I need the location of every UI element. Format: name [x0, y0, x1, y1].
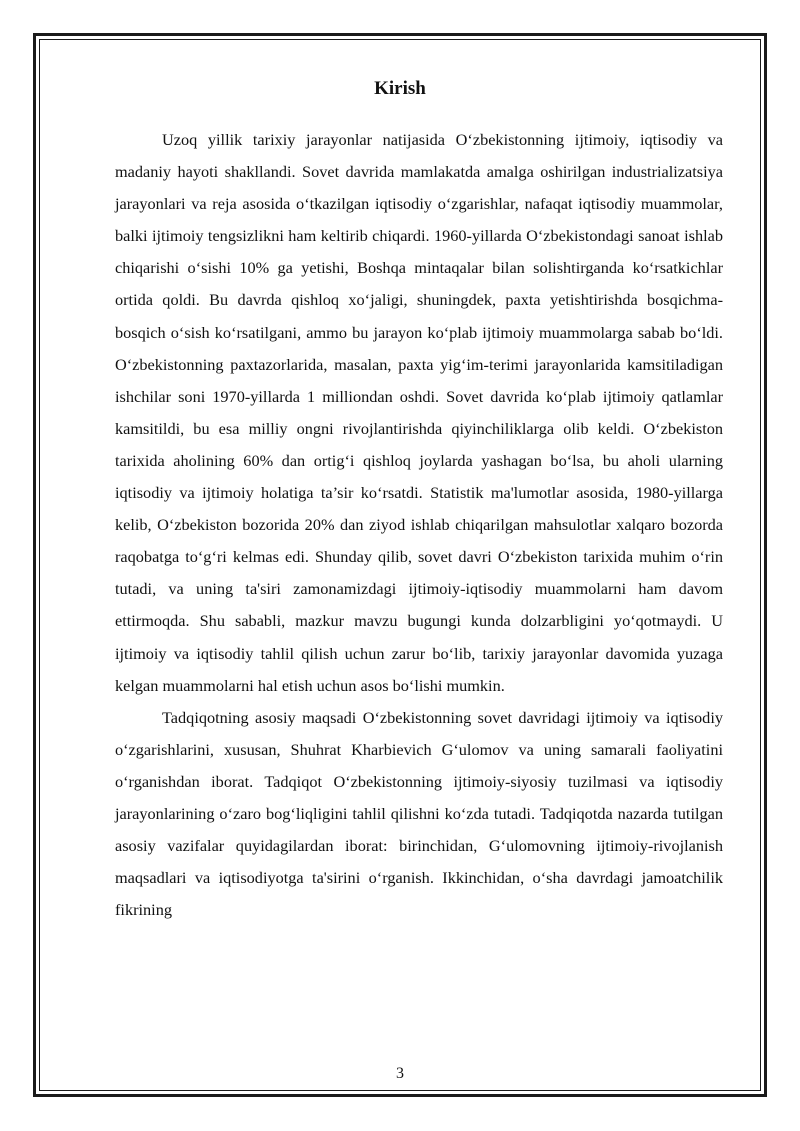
page-number: 3 [396, 1065, 404, 1082]
paragraph-1: Uzoq yillik tarixiy jarayonlar natijasida O‘zbekistonning ijtimoiy, iqtisodiy va madaniy hayoti shakllandi. Sovet davrida mamlakatda amalga oshirilgan industrializatsiya jarayonlari va reja asosida o‘tkazilgan iqtisodiy o‘zgarishlar, nafaqat iqtisodiy muammolar, balki ijtimoiy tengsizlikni ham keltirib chiqardi. 1960-yillarda O‘zbekistondagi sanoat ishlab chiqarishi o‘sishi 10% ga yetishi, Boshqa mintaqalar bilan solishtirganda ko‘rsatkichlar ortida qoldi. Bu davrda qishloq xo‘jaligi, shuningdek, paxta yetishtirishda bosqichma-bosqich o‘sish ko‘rsatilgani, ammo bu jarayon ko‘plab ijtimoiy muammolarga sabab bo‘ldi. O‘zbekistonning paxtazorlarida, masalan, paxta yig‘im-terimi jarayonlarida kamsitiladigan ishchilar soni 1970-yillarda 1 milliondan oshdi. Sovet davrida ko‘plab ijtimoiy qatlamlar kamsitildi, bu esa milliy ongni rivojlantirishda qiyinchiliklarga olib keldi. O‘zbekiston tarixida aholining 60% dan ortig‘i qishloq joylarda yashagan bo‘lsa, bu aholi ularning iqtisodiy va ijtimoiy holatiga ta’sir ko‘rsatdi. Statistik ma'lumotlar asosida, 1980-yillarga kelib, O‘zbekiston bozorida 20% dan ziyod ishlab chiqarilgan mahsulotlar xalqaro bozorda raqobatga to‘g‘ri kelmas edi. Shunday qilib, sovet davri O‘zbekiston tarixida muhim o‘rin tutadi, va uning ta'siri zamonamizdagi ijtimoiy-iqtisodiy muammolarni ham davom ettirmoqda. Shu sababli, mazkur mavzu bugungi kunda dolzarbligini yo‘qotmaydi. U ijtimoiy va iqtisodiy tahlil qilish uchun zarur bo‘lib, tarixiy jarayonlar davomida yuzaga kelgan muammolarni hal etish uchun asos bo‘lishi mumkin. [115, 130, 723, 695]
page-title: Kirish [374, 78, 426, 99]
paragraph-2: Tadqiqotning asosiy maqsadi O‘zbekistonning sovet davridagi ijtimoiy va iqtisodiy o‘zgarishlarini, xususan, Shuhrat Kharbievich G‘ulomov va uning samarali faoliyatini o‘rganishdan iborat. Tadqiqot O‘zbekistonning ijtimoiy-siyosiy tuzilmasi va iqtisodiy jarayonlarining o‘zaro bog‘liqligini tahlil qilishni ko‘zda tutadi. Tadqiqotda nazarda tutilgan asosiy vazifalar quyidagilardan iborat: birinchidan, G‘ulomovning ijtimoiy-rivojlanish maqsadlari va iqtisodiyotga ta'sirini o‘rganish. Ikkinchidan, o‘sha davrdagi jamoatchilik fikrining [115, 707, 723, 920]
document-body [115, 124, 723, 926]
